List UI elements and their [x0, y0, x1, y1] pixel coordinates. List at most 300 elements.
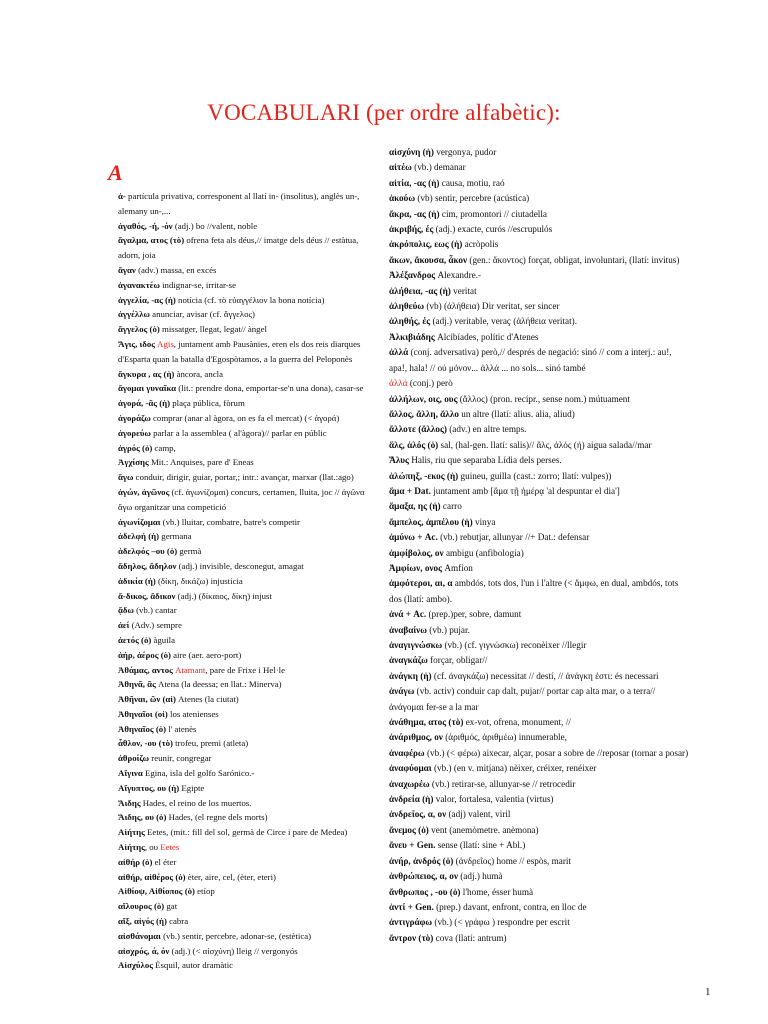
- entry-definition: vinya: [472, 516, 496, 527]
- entry-lemma: ἀνάθημα, ατος (τὸ): [389, 717, 464, 728]
- entry-lemma: αἰτία, -ας (ἡ): [389, 177, 440, 188]
- vocabulary-entry: [118, 870, 368, 885]
- entry-definition: (vb.) retirar-se, allunyar-se // retrocedir: [429, 778, 576, 789]
- vocabulary-entry: [389, 222, 689, 237]
- entry-definition: el éter: [152, 856, 177, 867]
- entry-lemma: αἰσχύνη (ἡ): [389, 147, 434, 157]
- entry-definition: (conj. adversativa) però,// després de negació: sinó // com a interj.: au!, apa!, hala! // οὐ μόνον... ἀλλά ... no sols... sinó també: [389, 347, 672, 373]
- vocabulary-entry: [389, 469, 689, 484]
- entry-definition: (adj.) invisible, desconegut, amagat: [176, 560, 304, 571]
- entry-lemma: ἄμπελος, ἀμπέλου (ἡ): [389, 516, 473, 527]
- entry-lemma: αἰθήρ, αἰθέρος (ὁ): [118, 871, 186, 882]
- vocabulary-entry: [389, 376, 689, 391]
- entry-lemma: ἀγγελία, -ας (ἡ): [118, 294, 176, 305]
- entry-lemma: ἀγαθός, -ή, -όν: [118, 220, 173, 231]
- vocabulary-entry: [389, 761, 689, 776]
- entry-lemma: ἅλς, ἁλός (ὁ): [389, 439, 439, 450]
- vocabulary-column-left: [118, 189, 368, 973]
- entry-lemma: Ἀθάμας, αντος: [118, 664, 173, 675]
- entry-lemma: αἰτέω: [389, 162, 412, 173]
- entry-definition: juntament amb [ἅμα τῇ ἡμέρᾳ 'al despuntar el dia']: [430, 485, 620, 496]
- entry-definition: (ἀριθμός, ἀριθμέω) innumerable,: [442, 732, 567, 743]
- entry-lemma: ἀνθρώπειος, α, ον: [389, 871, 458, 882]
- entry-definition: Alcibíades, polític d'Atenes: [434, 331, 539, 342]
- entry-definition: Mit.: Anquises, pare d' Eneas: [148, 457, 254, 468]
- entry-definition: plaça pública, fòrum: [170, 398, 245, 409]
- vocabulary-entry: [118, 574, 368, 589]
- vocabulary-entry: [389, 885, 689, 900]
- entry-definition: un altre (llatí: alius. alia, aliud): [458, 408, 575, 419]
- entry-highlight: Agis: [154, 338, 174, 349]
- vocabulary-entry: [389, 653, 689, 668]
- vocabulary-entry: [118, 633, 368, 648]
- vocabulary-entry: [118, 529, 368, 544]
- entry-lemma: ἀγανακτέω: [118, 279, 160, 290]
- entry-definition: cova (llatí: antrum): [433, 932, 507, 943]
- entry-lemma: ἄνευ + Gen.: [389, 840, 436, 851]
- vocabulary-entry: [389, 145, 689, 160]
- entry-definition: valor, fortalesa, valentia (virtus): [433, 794, 554, 805]
- entry-definition: (vb.) (en v. mitjana) nèixer, créixer, renéixer: [431, 763, 597, 774]
- entry-definition: indignar-se, irritar-se: [159, 279, 237, 290]
- entry-lemma: ἀληθεύω: [389, 301, 425, 312]
- entry-definition: forçar, obligar//: [427, 655, 488, 666]
- vocabulary-entry: [118, 648, 368, 663]
- vocabulary-entry: [118, 233, 368, 263]
- entry-lemma: Ἄγις, ιδος: [118, 338, 155, 349]
- entry-lemma: Αἰσχύλος: [118, 960, 153, 971]
- entry-definition: Halis, riu que separaba Lídia dels perses.: [408, 455, 562, 466]
- entry-lemma: ἀντιγράφω: [389, 917, 433, 928]
- entry-highlight: Atamant: [172, 664, 206, 675]
- vocabulary-entry: [389, 253, 689, 268]
- vocabulary-entry: [118, 958, 368, 973]
- vocabulary-entry: [389, 746, 689, 761]
- entry-definition: (δίκη, δικάζω) injustícia: [155, 575, 243, 586]
- entry-definition: l'home, ésser humà: [460, 886, 534, 897]
- entry-lemma: Ἀμφίων, ονος: [389, 562, 443, 573]
- entry-lemma: ἀναβαίνω: [389, 624, 427, 635]
- entry-lemma: ἄγομαι γυναῖκα: [118, 383, 177, 394]
- entry-definition: (ἄλλος) (pron. recípr., sense nom.) mútuament: [457, 393, 630, 404]
- entry-lemma: ἅμαξα, ης (ἡ): [389, 501, 441, 512]
- vocabulary-entry: [389, 268, 689, 283]
- entry-lemma: ἀλώπηξ, -εκος (ἡ): [389, 470, 459, 481]
- entry-definition: Eetes, (mit.: fill del sol, germà de Circe i pare de Medea): [144, 827, 348, 838]
- vocabulary-entry: [118, 485, 368, 515]
- vocabulary-entry: [118, 322, 368, 337]
- entry-definition: èter, aire, cel, (èter, eteri): [185, 871, 276, 882]
- vocabulary-entry: [118, 736, 368, 751]
- entry-lemma: ἄγαν: [118, 264, 136, 275]
- entry-definition: notícia (cf. τὸ εὐαγγέλιον la bona notícia): [175, 294, 325, 305]
- entry-definition: cabra: [166, 916, 189, 927]
- entry-definition: anunciar, avisar (cf. ἄγγελος): [149, 309, 255, 320]
- vocabulary-entry: [389, 807, 689, 822]
- entry-definition: ofrena feta als déus,// imatge dels déus // estàtua, adorn, joia: [118, 235, 359, 261]
- entry-lemma: ἀναφέρω: [389, 747, 425, 758]
- vocabulary-entry: [118, 884, 368, 899]
- entry-lemma: ἄνθρωπος , -ου (ὁ): [389, 886, 461, 897]
- vocabulary-entry: [389, 777, 689, 792]
- vocabulary-entry: [389, 576, 689, 607]
- entry-definition: germana: [159, 531, 192, 542]
- entry-definition: (adv.) en altre temps.: [446, 424, 527, 435]
- vocabulary-entry: [389, 438, 689, 453]
- entry-definition: (gen.: ἄκοντος) forçat, obligat, involuntari, (llatí: invitus): [467, 254, 680, 265]
- entry-lemma: ἀμφότεροι, αι, α: [389, 578, 453, 589]
- entry-definition: vergonya, pudor: [433, 147, 497, 157]
- entry-lemma: ἄγω: [118, 472, 134, 483]
- entry-lemma: ἄγαλμα, ατος (τὸ): [118, 235, 185, 246]
- entry-lemma: ἀ-: [118, 191, 126, 201]
- entry-definition: ex-vot, ofrena, monument, //: [463, 717, 571, 728]
- entry-lemma: Αἰήτης: [118, 842, 145, 853]
- vocabulary-entry: [118, 189, 368, 219]
- vocabulary-entry: [118, 722, 368, 737]
- entry-lemma: αἴξ, αἰγός (ἡ): [118, 916, 167, 927]
- entry-definition: (vb.) demanar: [411, 162, 466, 173]
- vocabulary-entry: [389, 900, 689, 915]
- entry-definition: (vb.) pujar.: [427, 624, 470, 635]
- vocabulary-entry: [389, 314, 689, 329]
- entry-definition: (conj.) però: [407, 378, 453, 389]
- entry-lemma: Ἀλκιβιάδης: [389, 331, 435, 342]
- entry-definition: (prep.) davant, enfront, contra, en lloc de: [433, 901, 587, 912]
- entry-lemma: Ἅιδης: [118, 797, 141, 808]
- vocabulary-entry: [389, 623, 689, 638]
- entry-lemma: ἀνάγκη (ἡ): [389, 670, 432, 681]
- entry-definition: (lit.: prendre dona, emportar-se'n una dona), casar-se: [176, 383, 364, 394]
- vocabulary-entry: [389, 160, 689, 175]
- entry-lemma: Ἀθηναῖοι (οἱ): [118, 708, 168, 719]
- entry-lemma: ἀνάριθμος, ον: [389, 732, 443, 743]
- vocabulary-entry: [389, 392, 689, 407]
- entry-definition: guineu, guilla (cast.: zorro; llatí: vulpes)): [458, 470, 612, 481]
- vocabulary-entry: [389, 669, 689, 684]
- vocabulary-entry: [118, 307, 368, 322]
- entry-definition: Egina, isla del golfo Sarónico.-: [142, 768, 255, 779]
- entry-definition: etíop: [194, 886, 215, 897]
- vocabulary-entry: [389, 915, 689, 930]
- entry-definition: gat: [164, 901, 178, 912]
- vocabulary-entry: [118, 559, 368, 574]
- vocabulary-entry: [118, 899, 368, 914]
- entry-definition: veritat: [450, 285, 477, 296]
- entry-definition: camp,: [152, 442, 176, 453]
- vocabulary-entry: [118, 810, 368, 825]
- entry-lemma: ἀγορά, -ᾶς (ἡ): [118, 398, 171, 409]
- entry-lemma: ἄλλοτε (ἄλλος): [389, 424, 447, 435]
- vocabulary-entry: [118, 692, 368, 707]
- entry-definition: (adj.) (δίκαιος, δίκη) injust: [175, 590, 272, 601]
- entry-definition: , pare de Frixe i Hel·le: [205, 664, 286, 675]
- entry-definition: cim, promontori // ciutadella: [439, 208, 547, 219]
- vocabulary-entry: [389, 684, 689, 715]
- vocabulary-entry: [118, 293, 368, 308]
- entry-lemma: ἀγοράζω: [118, 412, 151, 423]
- entry-lemma: ἀναφύομαι: [389, 763, 432, 774]
- vocabulary-entry: [389, 730, 689, 745]
- entry-lemma: Αἴγυπτος, ου (ἡ): [118, 782, 180, 793]
- entry-lemma: ἄγκυρα , ας (ἡ): [118, 368, 175, 379]
- entry-definition: los atenienses: [167, 708, 219, 719]
- entry-definition: (vb.) (< γράφω ) respondre per escrit: [432, 917, 570, 928]
- entry-lemma: αἴλουρος (ὁ): [118, 901, 165, 912]
- vocabulary-entry: [389, 422, 689, 437]
- entry-definition: conduir, dirigir, guiar, portar,; intr.: avançar, marxar (llat.:ago): [133, 472, 354, 483]
- page-number: 1: [705, 986, 711, 998]
- entry-definition: Hades, (el regne dels morts): [166, 812, 268, 823]
- entry-lemma: ἀήρ, ἀέρος (ὁ): [118, 649, 171, 660]
- entry-lemma: ἀντί + Gen.: [389, 901, 434, 912]
- entry-lemma: ἄ-δικος, ἄδικον: [118, 590, 176, 601]
- entry-lemma: ἄδηλος, ἄδηλον: [118, 560, 177, 571]
- entry-definition: (vb.) (< φέρω) aixecar, alçar, posar a sobre de //reposar (tornar a posar): [424, 747, 689, 758]
- vocabulary-entry: [118, 751, 368, 766]
- vocabulary-entry: [118, 544, 368, 559]
- entry-definition: (adj) valent, viril: [446, 809, 511, 820]
- entry-definition: (vb.) sentir, percebre, adonar-se, (estètica): [160, 930, 312, 941]
- vocabulary-entry: [118, 707, 368, 722]
- entry-definition: Èsquil, autor dramàtic: [152, 960, 234, 971]
- entry-definition: (adv.) massa, en excés: [135, 264, 217, 275]
- vocabulary-entry: [118, 278, 368, 293]
- vocabulary-entry: [118, 470, 368, 485]
- entry-lemma: αἰσχρός, ά, όν: [118, 945, 170, 956]
- entry-definition: reunir, congregar: [149, 753, 212, 764]
- entry-lemma: ἀδελφός –ου (ὁ): [118, 546, 178, 557]
- vocabulary-entry: [389, 792, 689, 807]
- entry-definition: missatger, llegat, legat// àngel: [159, 324, 267, 335]
- entry-definition: àguila: [151, 634, 175, 645]
- entry-lemma: ἀθροίζω: [118, 753, 150, 764]
- vocabulary-entry: [118, 441, 368, 456]
- entry-lemma: Ἀγχίσης: [118, 457, 149, 468]
- vocabulary-entry: [118, 337, 368, 367]
- entry-lemma: ἄγγελος (ὁ): [118, 324, 160, 335]
- entry-lemma: Αἰήτης: [118, 827, 145, 838]
- entry-lemma: ἀγγέλλω: [118, 309, 150, 320]
- entry-definition: acròpolis: [462, 239, 499, 250]
- entry-definition: (adj.) humà: [457, 871, 503, 882]
- entry-definition: àncora, ancla: [174, 368, 223, 379]
- entry-highlight: ἀλλά: [389, 378, 408, 389]
- entry-lemma: ἀγρός (ὁ): [118, 442, 153, 453]
- entry-lemma: ἀναγκάζω: [389, 655, 428, 666]
- vocabulary-entry: [389, 823, 689, 838]
- entry-definition: comprar (anar al àgora, on es fa el mercat) (< ἀγορά): [150, 412, 340, 423]
- entry-lemma: ἄλλος, ἄλλη, ἄλλο: [389, 408, 459, 419]
- entry-definition: carro: [440, 501, 462, 512]
- entry-definition: (adj.) veritable, veraç (ἀλήθεια veritat).: [430, 316, 578, 327]
- entry-lemma: Αἴγινα: [118, 768, 143, 779]
- vocabulary-entry: [389, 207, 689, 222]
- entry-lemma: ἀλήθεια, -ας (ἡ): [389, 285, 451, 296]
- vocabulary-entry: [118, 796, 368, 811]
- section-letter: A: [108, 160, 123, 185]
- entry-lemma: ἀμφίβολος, ον: [389, 547, 444, 558]
- entry-definition: (cf. ἀναγκάζω) necessitat // destí, // ἀνάγκη ἐστι: és necessari: [431, 670, 659, 681]
- vocabulary-entry: [118, 367, 368, 382]
- entry-definition: (vb.) cantar: [133, 605, 177, 616]
- vocabulary-entry: [389, 530, 689, 545]
- entry-lemma: ἀκριβής, ές: [389, 224, 434, 235]
- entry-definition: (vb) (ἀλήθεια) Dir veritat, ser sincer: [424, 301, 560, 312]
- vocabulary-entry: [118, 677, 368, 692]
- entry-definition: parlar a la assemblea ( al'àgora)// parlar en públic: [150, 427, 327, 438]
- vocabulary-entry: [389, 838, 689, 853]
- entry-lemma: ἀνδρεῖος, α, ον: [389, 809, 447, 820]
- entry-lemma: Ἀθηνᾶ, ᾶς: [118, 679, 156, 690]
- entry-definition: sal, (hal-gen. llatí: salis)// ἅλς, ἁλός (ἡ) aigua salada//mar: [438, 439, 652, 450]
- vocabulary-entry: [118, 929, 368, 944]
- entry-highlight: Eetes: [158, 842, 180, 853]
- entry-lemma: ἀναχωρέω: [389, 778, 430, 789]
- vocabulary-entry: [118, 944, 368, 959]
- vocabulary-entry: [389, 191, 689, 206]
- entry-definition: Atenes (la ciutat): [175, 694, 239, 705]
- vocabulary-entry: [389, 330, 689, 345]
- vocabulary-entry: [118, 618, 368, 633]
- vocabulary-entry: [118, 914, 368, 929]
- entry-lemma: ἀλλά: [389, 347, 409, 358]
- entry-definition: Amfion: [442, 562, 473, 573]
- entry-definition: (Adv.) sempre: [129, 620, 182, 631]
- entry-lemma: ἀκρόπολις, εως (ἡ): [389, 239, 463, 250]
- vocabulary-entry: [389, 931, 689, 946]
- entry-lemma: ἄνεμος (ὁ): [389, 824, 429, 835]
- vocabulary-entry: [118, 381, 368, 396]
- vocabulary-entry: [118, 515, 368, 530]
- vocabulary-entry: [389, 499, 689, 514]
- entry-definition: , ου: [144, 842, 158, 853]
- entry-lemma: ἄντρον (τὸ): [389, 932, 434, 943]
- entry-lemma: ἀγορεύω: [118, 427, 151, 438]
- entry-lemma: αἰσθάνομαι: [118, 930, 161, 941]
- vocabulary-entry: [118, 603, 368, 618]
- entry-definition: (vb.) rebutjar, allunyar //+ Dat.: defensar: [437, 532, 590, 543]
- vocabulary-entry: [389, 284, 689, 299]
- entry-definition: (prep.)per, sobre, damunt: [426, 609, 522, 620]
- vocabulary-entry: [389, 176, 689, 191]
- vocabulary-entry: [389, 561, 689, 576]
- entry-lemma: ἀδικία (ἡ): [118, 575, 156, 586]
- entry-definition: trofeu, premi (atleta): [172, 738, 249, 749]
- vocabulary-entry: [118, 766, 368, 781]
- entry-lemma: ἀνάγω: [389, 686, 415, 697]
- entry-lemma: Ἅιδης, ου (ὁ): [118, 812, 167, 823]
- vocabulary-entry: [389, 854, 689, 869]
- entry-lemma: Ἅλυς: [389, 455, 409, 466]
- vocabulary-entry: [389, 407, 689, 422]
- vocabulary-entry: [118, 781, 368, 796]
- entry-definition: causa, motiu, raó: [439, 177, 505, 188]
- entry-lemma: ἆθλον, -ου (τὸ): [118, 738, 173, 749]
- vocabulary-entry: [389, 299, 689, 314]
- vocabulary-entry: [118, 663, 368, 678]
- entry-definition: partícula privativa, corresponent al llatí in- (insolitus), anglès un-, alemany un-,...: [118, 191, 360, 216]
- entry-definition: (vb.) (cf. γιγνώσκω) reconèixer //llegir: [442, 640, 587, 650]
- entry-lemma: Ἀθῆναι, ῶν (αἱ): [118, 694, 176, 705]
- vocabulary-entry: [118, 455, 368, 470]
- vocabulary-entry: [118, 263, 368, 278]
- entry-definition: , juntament amb Pausànies, eren els dos reis diarques d'Esparta quan la batalla d'Egospòtamos, a la guerra del Peloponès: [118, 338, 361, 364]
- entry-definition: Alexandre.-: [435, 270, 482, 281]
- entry-lemma: Ἀθηναῖος (ὁ): [118, 723, 167, 734]
- entry-definition: germà: [177, 546, 202, 557]
- entry-lemma: ἀγωνίζομαι: [118, 516, 161, 527]
- vocabulary-entry: [389, 869, 689, 884]
- vocabulary-entry: [118, 840, 368, 855]
- entry-lemma: αἰθήρ (ὁ): [118, 856, 153, 867]
- vocabulary-entry: [389, 345, 689, 376]
- entry-definition: (vb) sentir, percebre (acústica): [415, 193, 530, 204]
- entry-lemma: ἀναγιγνώσκω: [389, 640, 443, 650]
- vocabulary-entry: [389, 515, 689, 530]
- vocabulary-entry: [389, 715, 689, 730]
- vocabulary-entry: [389, 484, 689, 499]
- entry-lemma: ἀληθής, ές: [389, 316, 431, 327]
- entry-definition: Atena (la deessa; en llat.: Minerva): [155, 679, 282, 690]
- entry-lemma: ἀδελφή (ἡ): [118, 531, 160, 542]
- entry-lemma: ἄκρα, -ας (ἡ): [389, 208, 440, 219]
- entry-lemma: ἄκων, ἄκουσα, ἆκον: [389, 254, 468, 265]
- vocabulary-entry: [389, 453, 689, 468]
- entry-definition: Hades, el reino de los muertos.: [140, 797, 252, 808]
- entry-lemma: ἀμύνω + Ac.: [389, 532, 438, 543]
- entry-definition: aire (aer. aero-port): [170, 649, 242, 660]
- entry-definition: (adj.) bo //valent, noble: [172, 220, 258, 231]
- entry-lemma: ᾄδω: [118, 605, 134, 616]
- vocabulary-column-right: [389, 145, 689, 946]
- entry-definition: sense (llatí: sine + Abl.): [435, 840, 526, 851]
- entry-lemma: ἀκούω: [389, 193, 416, 204]
- entry-definition: vent (anemòmetre. anèmona): [428, 824, 539, 835]
- entry-lemma: Αἰθίοψ, Αἰθίοπος (ὁ): [118, 886, 195, 897]
- vocabulary-entry: [389, 546, 689, 561]
- entry-lemma: ἀνδρεία (ἡ): [389, 794, 434, 805]
- vocabulary-entry: [389, 607, 689, 622]
- vocabulary-entry: [118, 825, 368, 840]
- vocabulary-entry: [389, 638, 689, 653]
- entry-definition: (vb. activ) conduir cap dalt, pujar// portar cap alta mar, o a terra// ἀνάγομαι fer-se a la mar: [389, 686, 656, 712]
- entry-lemma: ἅμα + Dat.: [389, 485, 431, 496]
- vocabulary-entry: [118, 219, 368, 234]
- vocabulary-entry: [118, 396, 368, 411]
- entry-definition: ambigu (anfibologia): [443, 547, 524, 558]
- entry-definition: ambdós, tots dos, l'un i l'altre (< ἄμφω, en dual, ambdós, tots dos (llatí: ambo).: [389, 578, 679, 604]
- entry-definition: (cf. ἀγωνίζομαι) concurs, certamen, lluita, joc // ἀγῶνα ἄγω organitzar una competició: [118, 486, 365, 512]
- entry-lemma: ἀγών, ἀγῶνος: [118, 486, 170, 497]
- entry-definition: (adj.) exacte, curós //escrupulós: [433, 224, 553, 235]
- entry-definition: l' atenès: [166, 723, 197, 734]
- page-title: VOCABULARI (per ordre alfabètic):: [207, 100, 561, 125]
- entry-lemma: ἀλλήλων, οις, ους: [389, 393, 458, 404]
- entry-lemma: ἀνά + Ac.: [389, 609, 427, 620]
- vocabulary-entry: [118, 411, 368, 426]
- entry-lemma: Ἀλέξανδρος: [389, 270, 436, 281]
- entry-definition: (adj.) (< αἰσχύνη) lleig // vergonyós: [169, 945, 298, 956]
- entry-definition: (ἀνδρεῖος) home // espòs, marit: [453, 855, 572, 866]
- entry-definition: Egipte: [179, 782, 205, 793]
- vocabulary-entry: [118, 426, 368, 441]
- entry-lemma: ἀετός (ὁ): [118, 634, 152, 645]
- entry-lemma: ἀεί: [118, 620, 130, 631]
- vocabulary-entry: [118, 855, 368, 870]
- vocabulary-entry: [118, 589, 368, 604]
- vocabulary-entry: [389, 237, 689, 252]
